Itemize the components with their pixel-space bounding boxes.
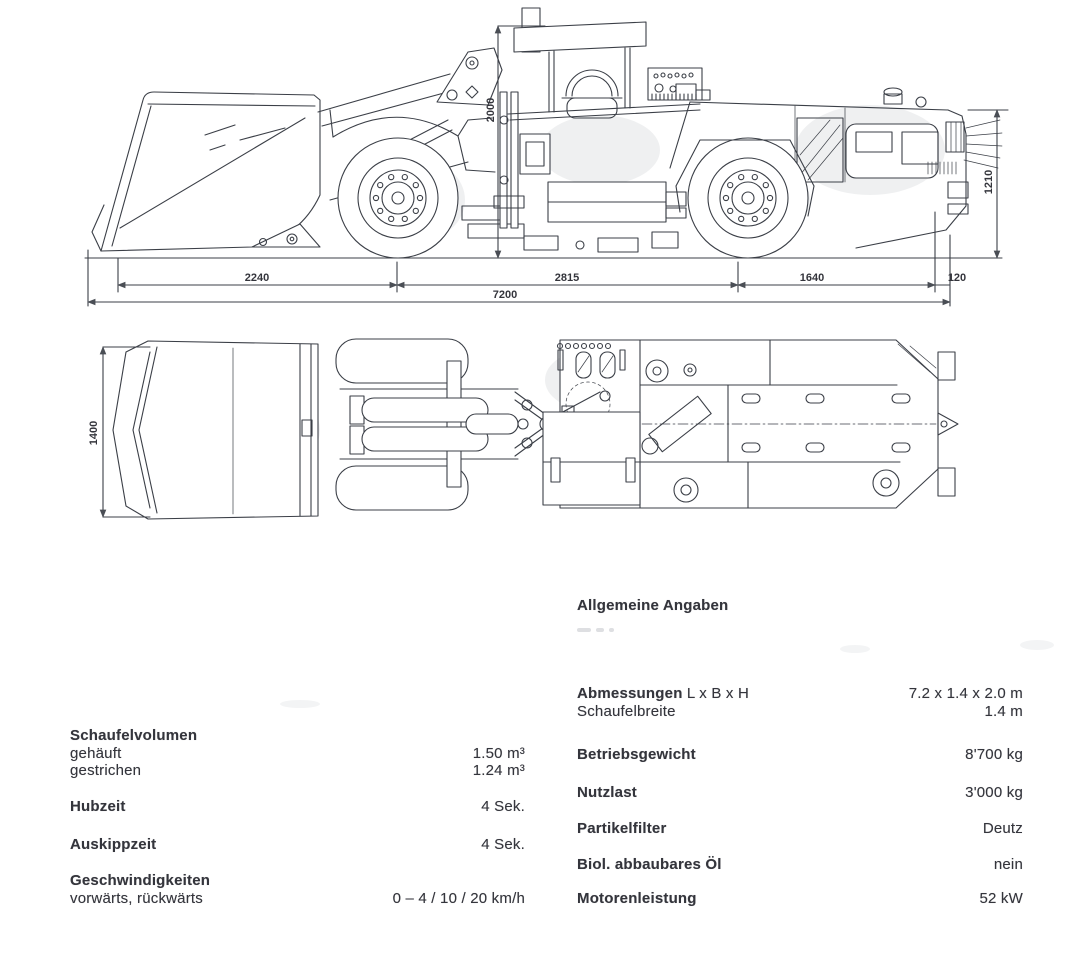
side-view-hydraulic-tank: [548, 182, 686, 222]
spec-label: Auskippzeit: [70, 836, 157, 853]
spec-row-biol-oel: [577, 856, 1023, 873]
spec-row-nutzlast: [577, 784, 1023, 801]
spec-row-hubzeit: [70, 798, 525, 815]
side-view-front-wheel: [338, 138, 458, 258]
spec-row-schaufelbreite: [577, 703, 1023, 720]
side-view-drawing: [85, 8, 1008, 306]
side-view-bucket: [92, 92, 320, 251]
spec-value: 1.24 m³: [472, 762, 525, 779]
spec-row-betriebsgewicht: [577, 746, 1023, 763]
scan-smudge: [280, 700, 320, 708]
spec-label: Partikelfilter: [577, 820, 667, 837]
spec-value: 3'000 kg: [965, 784, 1023, 801]
dim-label-height: 2000: [485, 97, 497, 123]
spec-row-abmessungen: [577, 685, 1023, 702]
spec-value: 4 Sek.: [481, 798, 525, 815]
spec-label: Schaufelbreite: [577, 703, 676, 720]
spec-row-partikelfilter: [577, 820, 1023, 837]
side-view-rear-wheel: [676, 138, 814, 258]
dim-label-total-length: 7200: [492, 289, 518, 301]
spec-row-gestrichen: [70, 762, 525, 779]
dim-label-rear-overhang: 120: [947, 272, 967, 284]
spec-row-gehaeuft: [70, 745, 525, 762]
spec-row-motorenleistung: [577, 890, 1023, 907]
erased-text-remnant: [577, 619, 619, 637]
spec-label: Motorenleistung: [577, 890, 697, 907]
dim-label-front-section: 2240: [244, 272, 270, 284]
dim-label-rear-height: 1210: [983, 169, 995, 195]
spec-label: Abmessungen L x B x H: [577, 685, 750, 702]
spec-value: 8'700 kg: [965, 746, 1023, 763]
spec-label: Hubzeit: [70, 798, 126, 815]
spec-row-geschwindigkeit: [70, 890, 525, 907]
top-view-rear-body: [543, 340, 958, 508]
top-view-front-axle: [336, 339, 554, 510]
spec-label: gestrichen: [70, 762, 142, 779]
spec-label: Betriebsgewicht: [577, 746, 696, 763]
spec-label: gehäuft: [70, 745, 122, 762]
top-view-drawing: [88, 339, 958, 519]
scan-smudge: [1020, 640, 1054, 650]
side-view-radiator: [946, 120, 1002, 214]
spec-value: Deutz: [982, 820, 1023, 837]
spec-row-auskippzeit: [70, 836, 525, 853]
spec-value: 1.4 m: [984, 703, 1023, 720]
spec-value: nein: [993, 856, 1023, 873]
spec-value: 52 kW: [979, 890, 1023, 907]
side-view-control-panel: [648, 68, 710, 100]
dim-label-rear-section: 1640: [799, 272, 825, 284]
spec-label: vorwärts, rückwärts: [70, 890, 203, 907]
spec-value: 4 Sek.: [481, 836, 525, 853]
dim-label-width: 1400: [88, 420, 100, 446]
spec-value: 1.50 m³: [472, 745, 525, 762]
spec-value: 7.2 x 1.4 x 2.0 m: [908, 685, 1023, 702]
spec-label: Biol. abbaubares Öl: [577, 856, 722, 873]
scan-smudge: [840, 645, 870, 653]
spec-value: 0 – 4 / 10 / 20 km/h: [392, 890, 525, 907]
section-title-geschwindigkeiten: Geschwindigkeiten: [70, 872, 211, 889]
side-view-cab: [508, 8, 710, 120]
dim-label-mid-section: 2815: [554, 272, 580, 284]
top-view-bucket: [113, 341, 318, 519]
spec-label: Nutzlast: [577, 784, 637, 801]
section-title-schaufelvolumen: Schaufelvolumen: [70, 727, 198, 744]
section-title-allgemeine-angaben: Allgemeine Angaben: [577, 597, 729, 614]
